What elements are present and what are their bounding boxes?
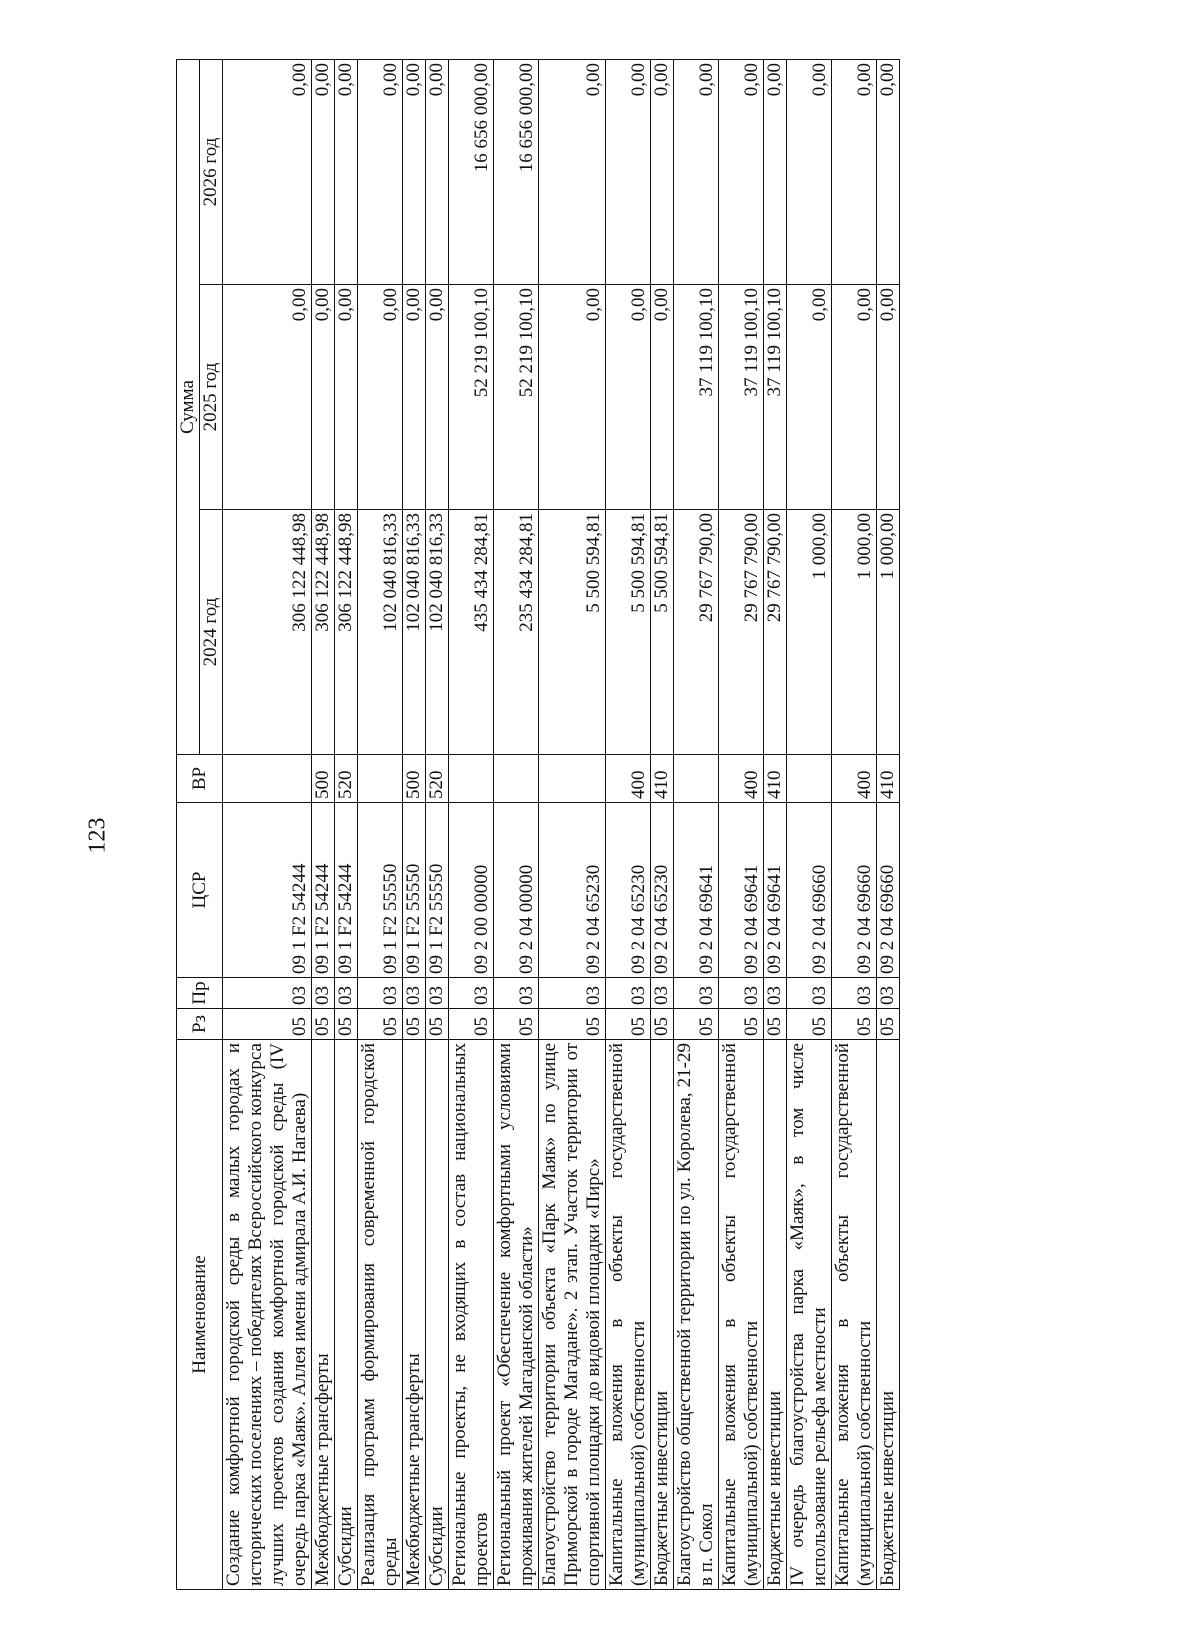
- table-row: [651, 59, 674, 1589]
- cell-name: Благоустройство территории объекта «Парк Маяк» по улице Приморской в городе Магадане». 2 этап. Участок территории от спортивной площадки до видовой площадки «Пирс»: [539, 1040, 606, 1590]
- cell-pr: 03: [335, 978, 358, 1009]
- cell-rz: 05: [335, 1009, 358, 1040]
- cell-vr: [223, 755, 312, 803]
- cell-y2025: 0,00: [312, 285, 335, 510]
- cell-vr: 520: [426, 755, 449, 803]
- cell-y2024: 102 040 816,33: [403, 510, 426, 755]
- cell-name: Благоустройство общественной территории по ул. Королева, 21-29 в п. Сокол: [674, 1040, 719, 1590]
- rotated-page-content: [176, 60, 1076, 1590]
- cell-y2026: 0,00: [877, 59, 900, 284]
- cell-name: Капитальные вложения в объекты государственной (муниципальной) собственности: [606, 1040, 651, 1590]
- cell-y2025: 37 119 100,10: [674, 285, 719, 510]
- cell-y2026: 0,00: [832, 59, 877, 284]
- cell-y2026: 0,00: [312, 59, 335, 284]
- cell-y2024: 306 122 448,98: [335, 510, 358, 755]
- page-number: 123: [84, 817, 111, 854]
- table-row: [787, 59, 832, 1589]
- cell-csr: 09 2 04 69641: [719, 803, 764, 978]
- cell-y2024: 29 767 790,00: [674, 510, 719, 755]
- cell-y2025: 0,00: [223, 285, 312, 510]
- cell-rz: 05: [426, 1009, 449, 1040]
- cell-vr: [787, 755, 832, 803]
- cell-csr: 09 2 04 69641: [674, 803, 719, 978]
- table-row: [358, 59, 403, 1589]
- cell-pr: 03: [449, 978, 494, 1009]
- cell-y2026: 0,00: [426, 59, 449, 284]
- table-row: [877, 59, 900, 1589]
- cell-rz: 05: [539, 1009, 606, 1040]
- cell-pr: 03: [606, 978, 651, 1009]
- budget-table: [176, 59, 900, 1590]
- cell-rz: 05: [223, 1009, 312, 1040]
- cell-name: Бюджетные инвестиции: [877, 1040, 900, 1590]
- cell-csr: 09 2 04 69660: [832, 803, 877, 978]
- cell-vr: 500: [403, 755, 426, 803]
- cell-y2024: 29 767 790,00: [764, 510, 787, 755]
- cell-vr: [449, 755, 494, 803]
- cell-csr: 09 2 04 69660: [787, 803, 832, 978]
- cell-y2024: 306 122 448,98: [312, 510, 335, 755]
- table-row: [674, 59, 719, 1589]
- cell-vr: 400: [719, 755, 764, 803]
- cell-y2026: 0,00: [651, 59, 674, 284]
- cell-vr: [539, 755, 606, 803]
- cell-vr: 500: [312, 755, 335, 803]
- cell-name: Бюджетные инвестиции: [651, 1040, 674, 1590]
- cell-pr: 03: [719, 978, 764, 1009]
- cell-pr: 03: [832, 978, 877, 1009]
- cell-rz: 05: [651, 1009, 674, 1040]
- cell-y2026: 0,00: [358, 59, 403, 284]
- cell-y2025: 37 119 100,10: [764, 285, 787, 510]
- cell-vr: 520: [335, 755, 358, 803]
- cell-y2025: 0,00: [606, 285, 651, 510]
- header-2025: 2025 год: [200, 285, 223, 510]
- table-row: [426, 59, 449, 1589]
- cell-y2025: 0,00: [426, 285, 449, 510]
- table-row: [719, 59, 764, 1589]
- cell-csr: 09 2 04 00000: [494, 803, 539, 978]
- cell-csr: 09 2 04 69641: [764, 803, 787, 978]
- cell-pr: 03: [539, 978, 606, 1009]
- cell-y2024: 102 040 816,33: [358, 510, 403, 755]
- cell-name: Субсидии: [426, 1040, 449, 1590]
- cell-csr: 09 1 F2 55550: [426, 803, 449, 978]
- table-body: [223, 59, 900, 1589]
- table-row: [764, 59, 787, 1589]
- cell-csr: 09 2 00 00000: [449, 803, 494, 978]
- table-row: [494, 59, 539, 1589]
- cell-y2024: 1 000,00: [787, 510, 832, 755]
- cell-y2025: 0,00: [403, 285, 426, 510]
- cell-y2025: 0,00: [335, 285, 358, 510]
- cell-y2025: 52 219 100,10: [449, 285, 494, 510]
- cell-pr: 03: [223, 978, 312, 1009]
- table-row: [539, 59, 606, 1589]
- cell-pr: 03: [674, 978, 719, 1009]
- cell-name: IV очередь благоустройства парка «Маяк», в том числе использование рельефа местности: [787, 1040, 832, 1590]
- cell-y2026: 0,00: [335, 59, 358, 284]
- cell-csr: 09 1 F2 54244: [335, 803, 358, 978]
- cell-rz: 05: [403, 1009, 426, 1040]
- cell-rz: 05: [719, 1009, 764, 1040]
- cell-pr: 03: [312, 978, 335, 1009]
- cell-y2026: 16 656 000,00: [449, 59, 494, 284]
- cell-vr: [358, 755, 403, 803]
- cell-y2025: 37 119 100,10: [719, 285, 764, 510]
- header-sum: Сумма: [177, 59, 200, 754]
- cell-y2025: 52 219 100,10: [494, 285, 539, 510]
- cell-csr: 09 2 04 65230: [651, 803, 674, 978]
- cell-y2026: 0,00: [403, 59, 426, 284]
- cell-name: Субсидии: [335, 1040, 358, 1590]
- cell-rz: 05: [358, 1009, 403, 1040]
- cell-y2025: 0,00: [539, 285, 606, 510]
- cell-name: Региональный проект «Обеспечение комфортными условиями проживания жителей Магаданской области»: [494, 1040, 539, 1590]
- cell-y2025: 0,00: [358, 285, 403, 510]
- cell-pr: 03: [764, 978, 787, 1009]
- cell-rz: 05: [312, 1009, 335, 1040]
- cell-y2024: 29 767 790,00: [719, 510, 764, 755]
- header-vr: ВР: [177, 755, 223, 803]
- cell-csr: 09 1 F2 55550: [403, 803, 426, 978]
- cell-vr: 400: [606, 755, 651, 803]
- header-name: Наименование: [177, 1040, 223, 1590]
- cell-name: Региональные проекты, не входящих в состав национальных проектов: [449, 1040, 494, 1590]
- table-row: [403, 59, 426, 1589]
- header-2024: 2024 год: [200, 510, 223, 755]
- cell-y2026: 0,00: [223, 59, 312, 284]
- cell-csr: 09 1 F2 55550: [358, 803, 403, 978]
- cell-y2026: 0,00: [787, 59, 832, 284]
- table-row: [606, 59, 651, 1589]
- cell-pr: 03: [787, 978, 832, 1009]
- cell-y2024: 435 434 284,81: [449, 510, 494, 755]
- cell-csr: 09 2 04 65230: [606, 803, 651, 978]
- table-row: [223, 59, 312, 1589]
- cell-y2025: 0,00: [651, 285, 674, 510]
- cell-pr: 03: [358, 978, 403, 1009]
- cell-y2024: 5 500 594,81: [539, 510, 606, 755]
- cell-csr: 09 2 04 65230: [539, 803, 606, 978]
- cell-name: Создание комфортной городской среды в малых городах и исторических поселениях – победителях Всероссийского конкурса лучших проектов создания комфортной городской среды (IV очередь парка «Маяк». Аллея имени адмирала А.И. Нагаева): [223, 1040, 312, 1590]
- cell-vr: [674, 755, 719, 803]
- cell-y2026: 0,00: [719, 59, 764, 284]
- cell-y2025: 0,00: [787, 285, 832, 510]
- cell-y2024: 5 500 594,81: [606, 510, 651, 755]
- cell-name: Капитальные вложения в объекты государственной (муниципальной) собственности: [719, 1040, 764, 1590]
- cell-vr: 410: [877, 755, 900, 803]
- cell-rz: 05: [606, 1009, 651, 1040]
- cell-rz: 05: [674, 1009, 719, 1040]
- cell-name: Реализация программ формирования современной городской среды: [358, 1040, 403, 1590]
- table-row: [312, 59, 335, 1589]
- header-rz: Рз: [177, 1009, 223, 1040]
- cell-y2024: 306 122 448,98: [223, 510, 312, 755]
- cell-vr: 410: [651, 755, 674, 803]
- cell-pr: 03: [877, 978, 900, 1009]
- cell-pr: 03: [403, 978, 426, 1009]
- cell-y2026: 0,00: [764, 59, 787, 284]
- cell-y2026: 0,00: [674, 59, 719, 284]
- header-pr: Пр: [177, 978, 223, 1009]
- cell-rz: 05: [787, 1009, 832, 1040]
- cell-vr: [494, 755, 539, 803]
- cell-y2025: 0,00: [832, 285, 877, 510]
- table-header: [177, 59, 223, 1589]
- cell-vr: 400: [832, 755, 877, 803]
- cell-y2024: 1 000,00: [832, 510, 877, 755]
- cell-pr: 03: [651, 978, 674, 1009]
- cell-y2026: 0,00: [539, 59, 606, 284]
- cell-y2025: 0,00: [877, 285, 900, 510]
- cell-csr: 09 1 F2 54244: [223, 803, 312, 978]
- cell-y2024: 1 000,00: [877, 510, 900, 755]
- cell-name: Межбюджетные трансферты: [312, 1040, 335, 1590]
- cell-y2024: 5 500 594,81: [651, 510, 674, 755]
- cell-pr: 03: [426, 978, 449, 1009]
- cell-csr: 09 2 04 69660: [877, 803, 900, 978]
- cell-rz: 05: [832, 1009, 877, 1040]
- header-2026: 2026 год: [200, 59, 223, 284]
- table-row: [832, 59, 877, 1589]
- cell-name: Капитальные вложения в объекты государственной (муниципальной) собственности: [832, 1040, 877, 1590]
- cell-y2026: 0,00: [606, 59, 651, 284]
- cell-name: Бюджетные инвестиции: [764, 1040, 787, 1590]
- table-row: [335, 59, 358, 1589]
- cell-rz: 05: [449, 1009, 494, 1040]
- cell-y2024: 102 040 816,33: [426, 510, 449, 755]
- cell-rz: 05: [764, 1009, 787, 1040]
- cell-rz: 05: [877, 1009, 900, 1040]
- table-row: [449, 59, 494, 1589]
- cell-csr: 09 1 F2 54244: [312, 803, 335, 978]
- header-csr: ЦСР: [177, 803, 223, 978]
- cell-y2024: 235 434 284,81: [494, 510, 539, 755]
- cell-rz: 05: [494, 1009, 539, 1040]
- cell-pr: 03: [494, 978, 539, 1009]
- cell-y2026: 16 656 000,00: [494, 59, 539, 284]
- cell-name: Межбюджетные трансферты: [403, 1040, 426, 1590]
- cell-vr: 410: [764, 755, 787, 803]
